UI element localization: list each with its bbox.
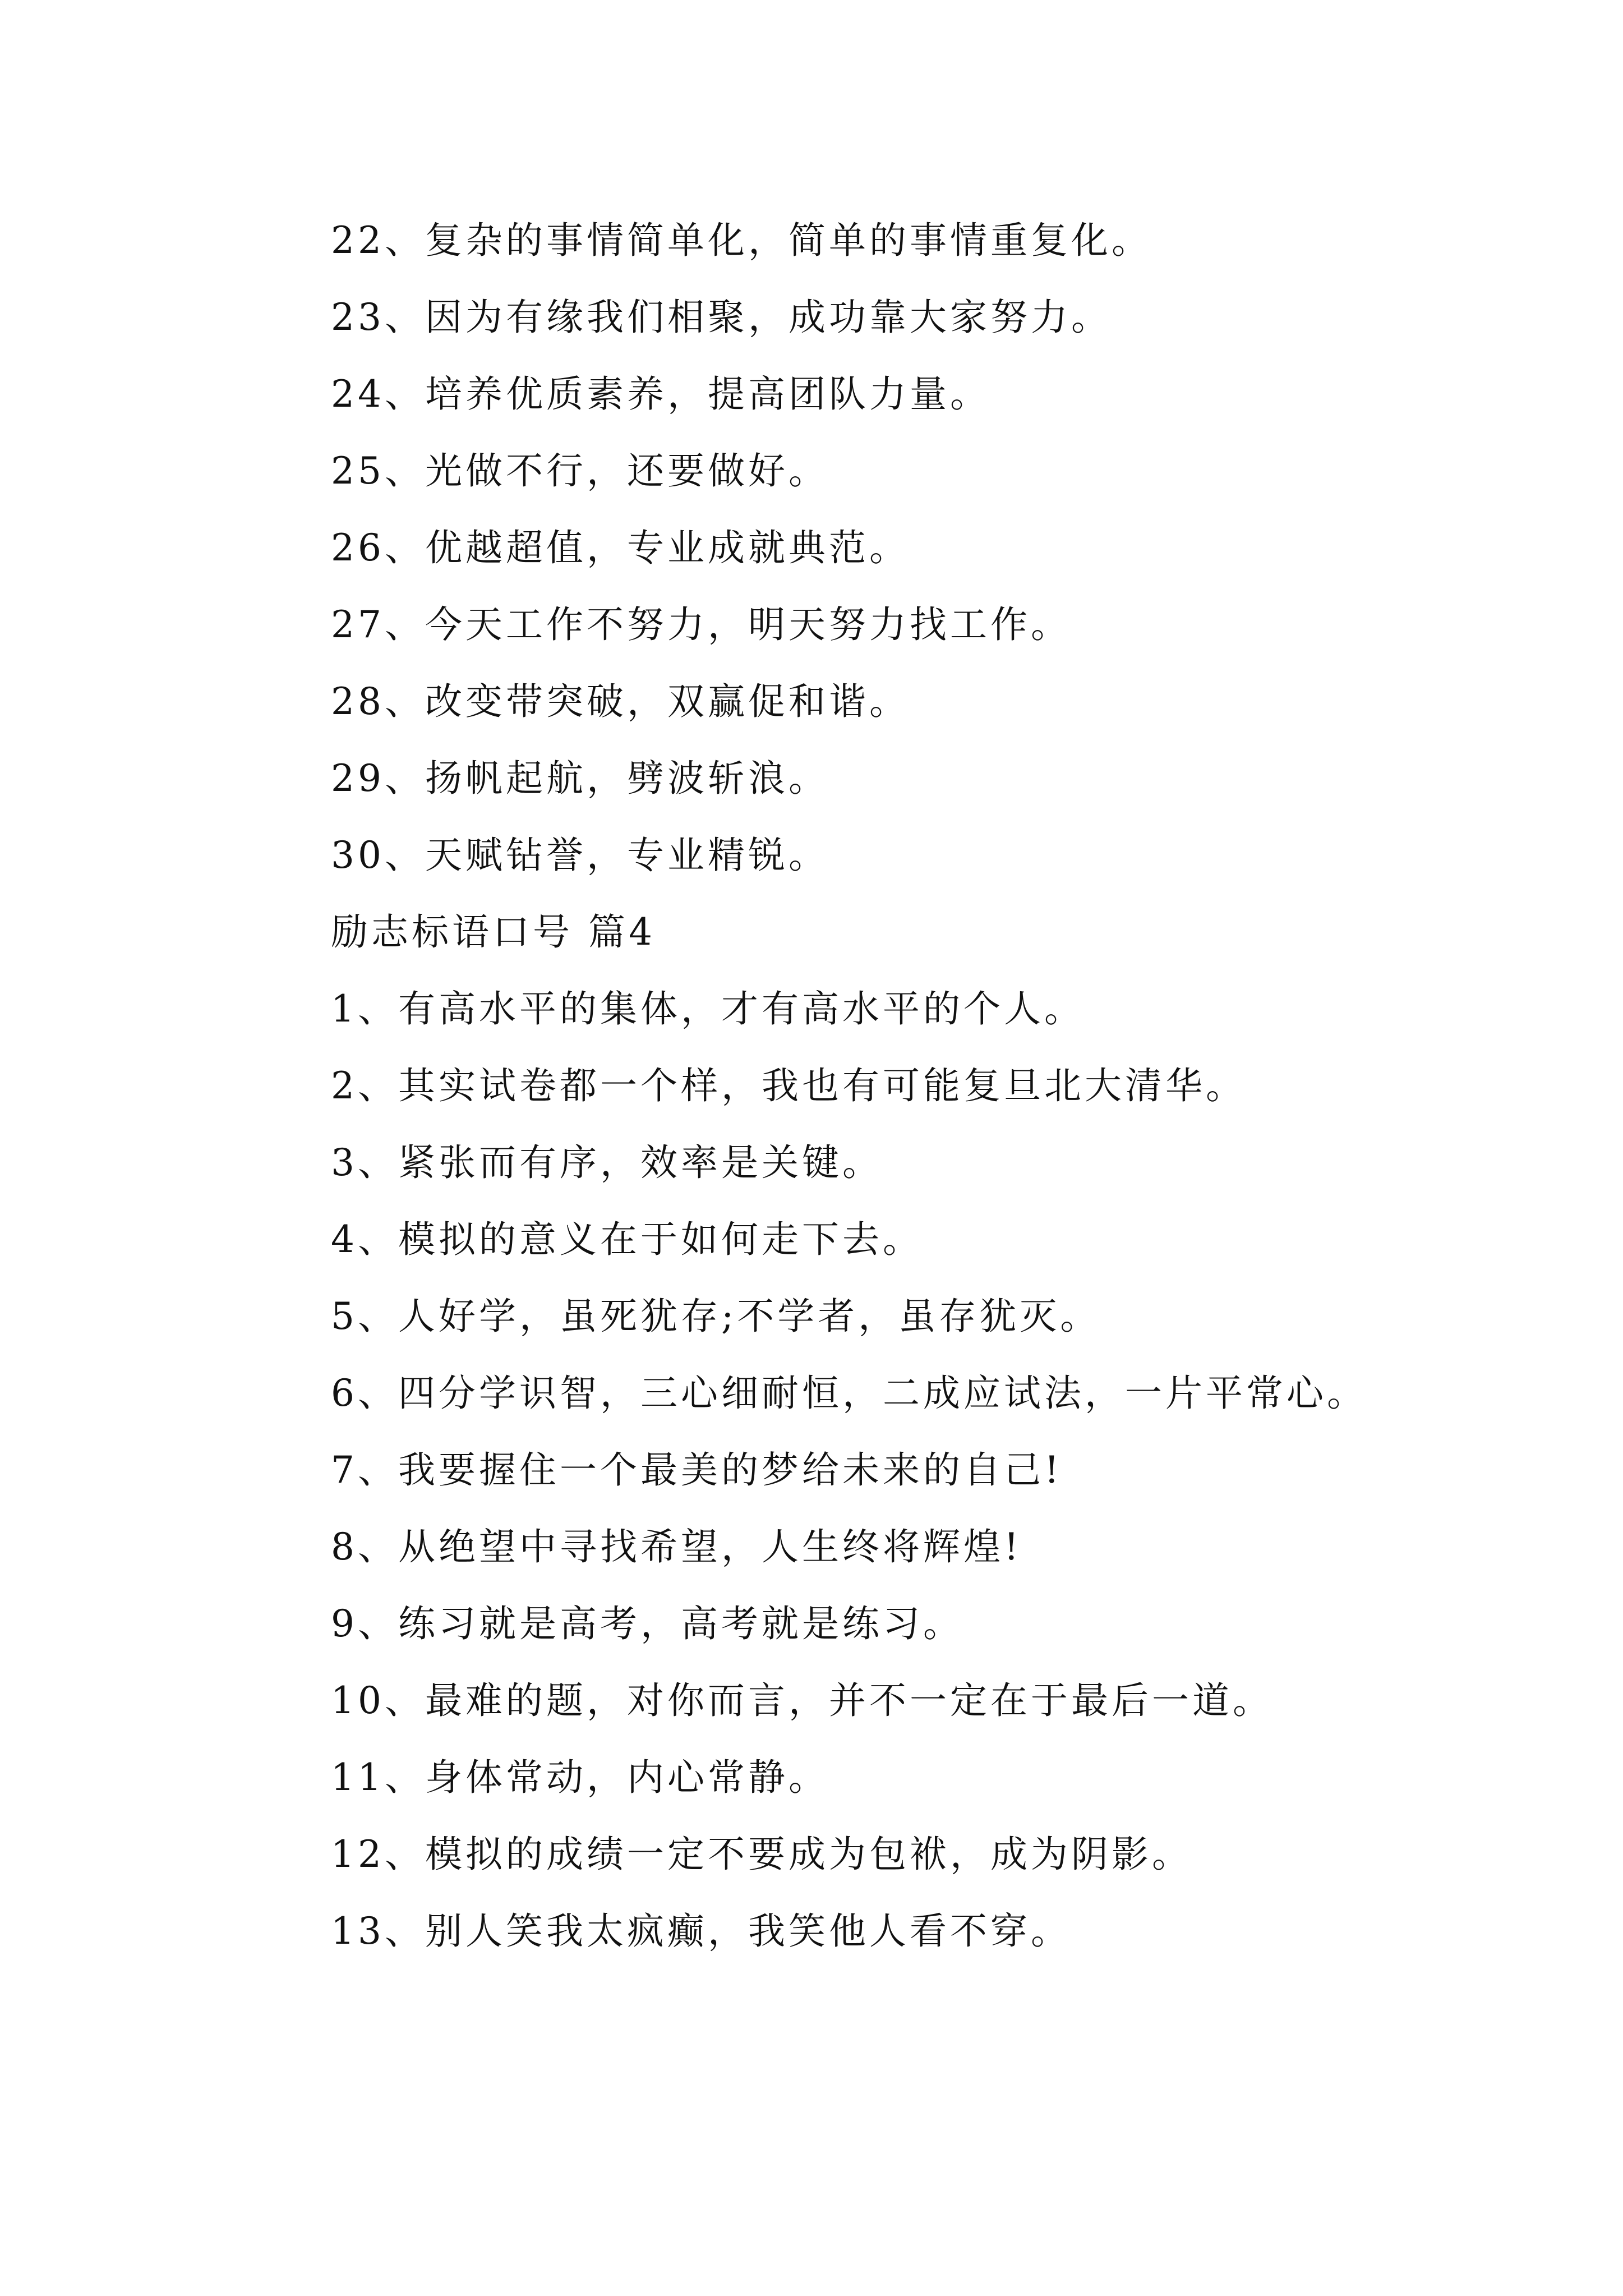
list-item: 12、模拟的成绩一定不要成为包袱，成为阴影。 <box>331 1833 1192 1876</box>
list-item: 13、别人笑我太疯癫，我笑他人看不穿。 <box>331 1910 1071 1953</box>
list-item: 25、光做不行，还要做好。 <box>331 449 829 493</box>
list-item: 27、今天工作不努力，明天努力找工作。 <box>331 603 1071 646</box>
list-item: 3、紧张而有序，效率是关键。 <box>331 1141 883 1184</box>
list-item: 4、模拟的意义在于如何走下去。 <box>331 1218 923 1261</box>
list-item: 24、培养优质素养，提高团队力量。 <box>331 372 990 416</box>
list-item: 10、最难的题，对你而言，并不一定在于最后一道。 <box>331 1679 1273 1722</box>
list-item: 9、练习就是高考，高考就是练习。 <box>331 1602 963 1645</box>
list-item: 2、其实试卷都一个样，我也有可能复旦北大清华。 <box>331 1064 1246 1107</box>
list-item: 30、天赋钻誉，专业精锐。 <box>331 834 829 877</box>
section-heading: 励志标语口号 篇4 <box>331 910 656 954</box>
list-item: 8、从绝望中寻找希望，人生终将辉煌! <box>331 1525 1022 1568</box>
list-item: 6、四分学识智，三心细耐恒，二成应试法，一片平常心。 <box>331 1372 1367 1415</box>
list-item: 11、身体常动，内心常静。 <box>331 1756 829 1799</box>
list-item: 22、复杂的事情简单化，简单的事情重复化。 <box>331 219 1152 262</box>
list-item: 7、我要握住一个最美的梦给未来的自己! <box>331 1448 1063 1492</box>
list-item: 23、因为有缘我们相聚，成功靠大家努力。 <box>331 296 1112 339</box>
list-item: 1、有高水平的集体，才有高水平的个人。 <box>331 987 1085 1030</box>
list-item: 28、改变带突破，双赢促和谐。 <box>331 680 910 723</box>
list-item: 26、优越超值，专业成就典范。 <box>331 526 910 569</box>
list-item: 29、扬帆起航，劈波斩浪。 <box>331 757 829 800</box>
list-item: 5、人好学，虽死犹存;不学者，虽存犹灭。 <box>331 1295 1101 1338</box>
document-body <box>247 202 1385 1970</box>
